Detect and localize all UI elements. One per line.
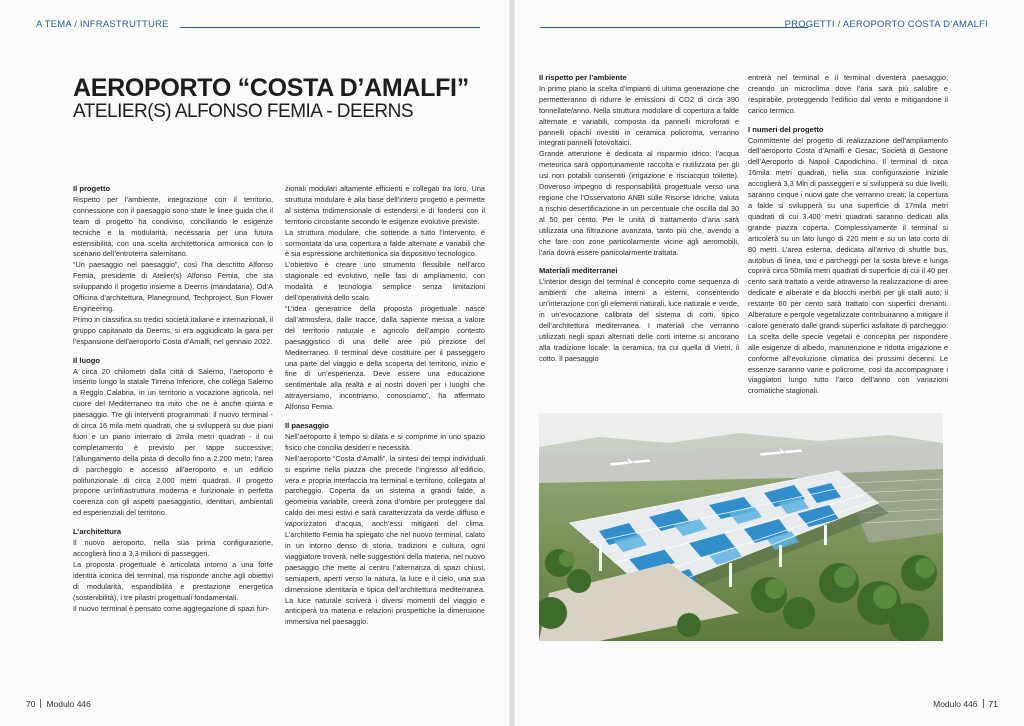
quote-paragraph: “L’idea generatrice della proposta progettuale nasce dall’atmosfera, dalle tracce, dalla sapiente messa a valore del territorio naturale e agricolo dell’ampio contesto paesaggistico di una delle aree più preziose del Mediterraneo. Il terminal deve costituire per il passeggero una parte del viaggio e della scoperta del territorio, inizio e fine di un’esperienza. Deve essere una educazione sentimentale alla realtà e ai nostri doveri per i luoghi che attraversiamo, incontriamo, conosciamo”, ha affermato Alfonso Femia. [285,303,485,412]
paragraph: “Un paesaggio nel paesaggio”, così l’ha descritto Alfonso Femia, presidente di Atelier(s) Alfonso Femia, che sta sviluppando il progetto insieme a Deerns (mandataria), Od’A Officina d’architettura, Planeground, Techproject, Sun Flower Engineering. [73,260,273,313]
left-section-label: A TEMA [36,19,72,30]
section-heading-paesaggio: Il paesaggio [285,421,329,431]
right-section-label: PROGETTI [784,19,835,30]
text-column-1 [73,184,273,664]
right-running-head [785,19,988,30]
section-heading-numeri: I numeri del progetto [748,124,824,134]
left-topic-label: INFRASTRUTTURE [79,19,169,30]
paragraph: La proposta progettuale è articolata intorno a una forte identità iconica del terminal, ma risponde anche agli obiettivi di modularità, espandibilità e prestazione energetica (sostenibilità), i tre pilastri progettuali fondamentali. [73,559,273,602]
right-folio [933,699,998,709]
right-header-rule [540,27,808,28]
paragraph: L’interior design del terminal è concepito come sequenza di ambienti che alterna interni a esterni, consentendo un’interazione con gli elementi naturali, luce naturale e verde, in un’evocazione calibrata del sistema di corti, tipico dell’architettura mediterranea. I materiali che verranno utilizzati negli spazi alternati delle corti interne si ancorano alla tradizione locale: la ceramica, tra cui quella di Vietri, il cotto. Il paesaggio [539,277,739,363]
paragraph: entrerà nel terminal e il terminal diventerà paesaggio, creando un microclima dove l’aria sarà più salubre e respirabile, proteggendo l’edificio dal vento e mitigandone il carico termico. [748,73,948,115]
paragraph: Rispetto per l’ambiente, integrazione con il territorio, connessione con il paesaggio sono state le linee guida che il team di progetto ha condiviso, conciliando le esigenze tecniche e la modularità, necessaria per una futura estensibilità, con una scelta architettonica armonica con lo scenario dell’entroterra salernitano. [73,194,273,259]
paragraph: Primo in classifica su tredici società italiane e internazionali, il gruppo capitanato da Deerns, si era aggiudicato la gara per l’espansione dell’aeroporto Costa d’Amalfi, nel gennaio 2022. [73,314,273,346]
page-gutter [509,0,515,726]
text-column-2 [285,184,485,664]
article-subtitle: ATELIER(S) ALFONSO FEMIA - DEERNS [73,101,413,122]
left-folio [26,699,91,709]
section-heading-ambiente: Il rispetto per l’ambiente [539,73,627,82]
right-topic-label: AEROPORTO COSTA D’AMALFI [842,19,988,30]
paragraph: La struttura modulare, che sottende a tutto l’intervento, è sormontata da una copertura a falde alternate e variabili che è sia espressione architettonica sia dispositivo tecnologico. [285,227,485,259]
paragraph: Nell’aeroporto il tempo si dilata e si comprime in uno spazio fisico che concilia desideri e necessità. [285,431,485,452]
paragraph: L’obiettivo è creare uno strumento flessibile nell’arco stagionale ed evolutivo, nelle fasi di ampliamento, con modalità e tecnologia semplice senza limitazioni dell’operatività dello scalo. [285,260,485,303]
page-number-right: 71 [988,699,998,709]
airport-aerial-render [539,413,943,641]
paragraph: Grande attenzione è dedicata al risparmio idrico: l’acqua meteorica sarà opportunamente raccolta e riutilizzata per gli usi non potabili consentiti (irrigazione e risciacquo toilette). Doveroso impegno di responsabilità progettuale verso una regione che l’Osservatorio ANBI sulle Risorse Idriche, valuta a rischio desertificazione in un percentuale che oscilla dal 30 al 50 per cento. Per le unità di trattamento d’aria sarà utilizzata una filtrazione avanzata, tanto più che, avendo a che fare con zone particolarmente vicine agli aeromobili, l’aria dovrà essere particolarmente trattata. [539,149,739,257]
magazine-name-right: Modulo 446 [933,699,978,709]
paragraph: Il nuovo terminal è pensato come aggregazione di spazi fun- [73,603,270,613]
magazine-name-left: Modulo 446 [46,699,91,709]
section-heading-materiali: Materiali mediterranei [539,266,618,276]
paragraph: In primo piano la scelta d’impianti di ultima generazione che permetteranno di ridurre le emissioni di CO2 di circa 390 tonnellate/anno. Nella struttura modulare di copertura a falde alternate e variabili, composta da pannelli microforati e pannelli opachi rivestiti in ceramica policroma, verranno integrati pannelli fotovoltaici. [539,83,739,148]
left-running-head [36,19,169,30]
paragraph: Nell’aeroporto “Costa d’Amalfi”, la sintesi dei tempi individuali si esprime nella piazza che precede l’ingresso all’edificio, vera e propria interfaccia tra terminal e territorio, collegata al parcheggio. Coperta da un sistema a grandi falde, a geometria variabile, creerà zona d’ombre per proteggere dal caldo dei mesi estivi e sarà caratterizzata da verde diffuso e vaporizzatori d’acqua, anch’essi mitiganti del clima. L’architetto Femia ha spiegato che nel nuovo terminal, calato in un intorno denso di storia, tradizioni e cultura, ogni viaggiatore troverà, nelle suggestioni della materia, nel nuovo paesaggio che mette al centro l’alternanza di spazi chiusi, semiaperti, aperti verso la natura, la luce e il cielo, una sua dimensione identitaria e tipica dell’architettura mediterranea. La luce naturale scriverà i diversi momenti del viaggio e anticiperà tra materia e relazioni prospettiche la dimensione immersiva nel paesaggio. [285,453,485,627]
article-title: AEROPORTO “COSTA D’AMALFI” [73,74,469,102]
section-heading-architettura: L’architettura [73,527,122,537]
section-heading-luogo: Il luogo [73,355,100,365]
text-column-3 [539,73,739,403]
right-separator: / [837,19,841,30]
left-header-rule [180,27,480,28]
paragraph: A circa 20 chilometri dalla città di Salerno, l’aeroporto è inserito lungo la statale Tirrena Inferiore, che collega Salerno a Reggio Calabria, in un territorio a vocazione agricola, nel cuore del Mediterraneo tra mito che ne è anche quinta e paesaggio. Tre gli interventi programmati: il nuovo terminal - di circa 16 mila metri quadrati, che si svilupperà su due piani fuori e un piano interrato di 2mila metri quadrati - il cui completamento è previsto per tappe successive; l’allungamento della pista di decollo fino a 2.200 metri; l’area di parcheggio e accesso all’aeroporto e un edificio polifunzionale di circa 2.000 metri quadrati. Il progetto propone un’infrastruttura moderna e funzionale in perfetta coerenza con gli aspetti paesaggistici, identitari, ambientali ed esperienziali del territorio. [73,366,273,518]
section-heading-progetto: Il progetto [73,184,111,193]
paragraph: Committente del progetto di realizzazione dell’ampliamento dell’aeroporto Costa d’Amalfi è Gesac, Società di Gestione dell’Aeroporto di Napoli Capodichino. Il terminal di circa 16mila metri quadrati, nella sua configurazione iniziale accoglierà 3,3 Mln di passeggeri e si svilupperà su due livelli; saranno cinque i nuovi gate che verranno creati; la copertura a falde si svilupperà su una superficie di 17mila metri quadrati di cui 3.400 metri quadrati saranno dedicati alla grande piazza coperta. Complessivamente il terminal si articolerà su un lato lungo di 220 metri e su un lato corto di 80 metri. L’area esterna, dedicata all’arrivo di shuttle bus, autobus di linea, taxi e parcheggi per la sosta breve e lunga coprirà circa 50mila metri quadrati di superficie di cui il 40 per cento sarà trattato a verde attraverso la realizzazione di aree dedicate e alberate e da blocchi inerbiti per gli stalli auto; il restante 60 per cento sarà trattato con superfici drenanti. Alberature e pergole vegetalizzate contribuiranno a mitigare il calore generato dalle grandi superfici asfaltate di parcheggio. La scelta delle specie vegetali è concepita per rispondere alle esigenze di albedo, manutenzione e ridotta irrigazione e conforme all’evoluzione climatica dei prossimi decenni. Le essenze saranno varie e policrome, così da accompagnare i viaggiatori lungo tutto l’arco dell’anno con variazioni cromatiche stagionali. [748,135,948,396]
text-column-4 [748,73,948,413]
page-number-left: 70 [26,699,36,709]
paragraph: Il nuovo aeroporto, nella sua prima configurazione, accoglierà fino a 3,3 milioni di passeggeri. [73,538,273,558]
left-separator: / [74,19,78,30]
paragraph: zionali modulari altamente efficienti e collegati tra loro. Una struttura modulare è alla base dell’intero progetto e permette al sistema tridimensionale di estendersi e di fondersi con il territorio circostante secondo le esigenze evolutive previste. [285,184,485,226]
